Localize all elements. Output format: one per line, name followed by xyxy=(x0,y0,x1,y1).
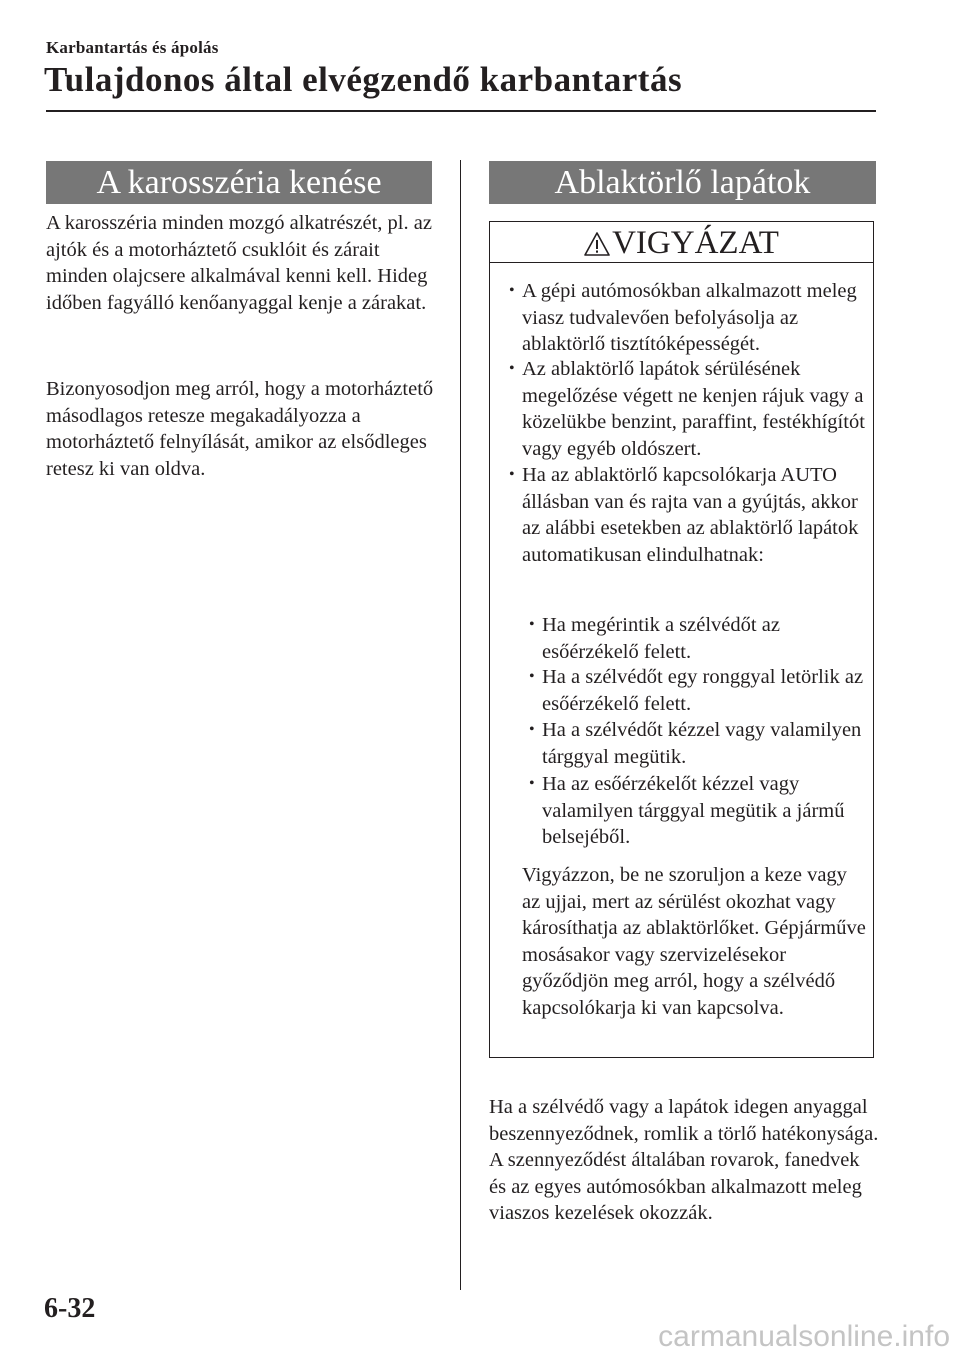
bullet-dot: • xyxy=(509,466,515,483)
caution-subbullet xyxy=(529,717,867,770)
section-heading-wiper-blades: Ablaktörlő lapátok xyxy=(489,161,876,204)
body-lubrication-paragraph-1: A karosszéria minden mozgó alkatrészét, pl. az ajtók és a motorháztető csuklóit és zárait minden olajcsere alkalmával kenni kell. Hideg időben fagyálló kenőanyaggal kenje a zárakat. xyxy=(46,212,432,314)
caution-subbullet xyxy=(529,612,867,665)
bullet-dot: • xyxy=(529,775,535,792)
body-lubrication-paragraph-2: Bizonyosodjon meg arról, hogy a motorháztető másodlagos retesze megakadályozza a motorháztető felnyílását, amikor az elsődleges retesz ki van oldva. xyxy=(46,378,434,480)
column-divider xyxy=(460,160,461,1290)
caution-subbullet-text: Ha a szélvédőt kézzel vagy valamilyen tárggyal megütik. xyxy=(542,719,862,768)
bullet-dot: • xyxy=(529,616,535,633)
bullet-dot: • xyxy=(509,282,515,299)
caution-subbullet-text: Ha a szélvédőt egy ronggyal letörlik az esőérzékelő felett. xyxy=(542,666,864,715)
caution-bullet-text: Az ablaktörlő lapátok sérülésének megelőzése végett ne kenjen rájuk vagy a közelükbe benzint, paraffint, festékhígítót vagy egyéb oldószert. xyxy=(522,358,865,460)
caution-bullet-text: Ha az ablaktörlő kapcsolókarja AUTO állásban van és rajta van a gyújtás, akkor az alábbi esetekben az ablaktörlő lapátok automatikusan elindulhatnak: xyxy=(522,464,859,566)
caution-subbullet xyxy=(529,771,867,851)
caution-subbullet-text: Ha megérintik a szélvédőt az esőérzékelő felett. xyxy=(542,614,780,663)
header-section-label: Karbantartás és ápolás xyxy=(46,38,219,57)
caution-bullet xyxy=(509,356,867,462)
watermark: carmanualsonline.info xyxy=(658,1320,950,1353)
bullet-dot: • xyxy=(509,360,515,377)
header-divider xyxy=(46,110,876,112)
caution-box xyxy=(489,221,874,1058)
caution-divider xyxy=(490,262,873,263)
section-heading-body-lubrication: A karosszéria kenése xyxy=(46,161,432,204)
caution-header xyxy=(490,222,873,262)
caution-subbullet xyxy=(529,664,867,717)
page-number: 6-32 xyxy=(44,1293,96,1324)
caution-bullet xyxy=(509,278,867,358)
caution-bullet xyxy=(509,462,867,568)
caution-note: Vigyázzon, be ne szoruljon a keze vagy az ujjai, mert az sérülést okozhat vagy károsíthatja az ablaktörlőket. Gépjárműve mosásakor vagy szervizelésekor győződjön meg arról, hogy a szélvédő kapcsolókarja ki van kapcsolva. xyxy=(522,864,866,1019)
caution-bullet-text: A gépi autómosókban alkalmazott meleg viasz tudvalevően befolyásolja az ablaktörlő tisztítóképességét. xyxy=(522,280,857,355)
caution-title: VIGYÁZAT xyxy=(612,225,779,261)
warning-triangle-icon xyxy=(584,231,610,257)
wiper-blades-paragraph: Ha a szélvédő vagy a lapátok idegen anyaggal beszennyeződnek, romlik a törlő hatékonysága. A szennyeződést általában rovarok, fanedvek és az egyes autómosókban alkalmazott meleg viaszos kezelések okozzák. xyxy=(489,1096,879,1224)
caution-subbullet-text: Ha az esőérzékelőt kézzel vagy valamilyen tárggyal megütik a jármű belsejéből. xyxy=(542,773,845,848)
bullet-dot: • xyxy=(529,721,535,738)
page-title: Tulajdonos által elvégzendő karbantartás xyxy=(44,60,683,99)
bullet-dot: • xyxy=(529,668,535,685)
